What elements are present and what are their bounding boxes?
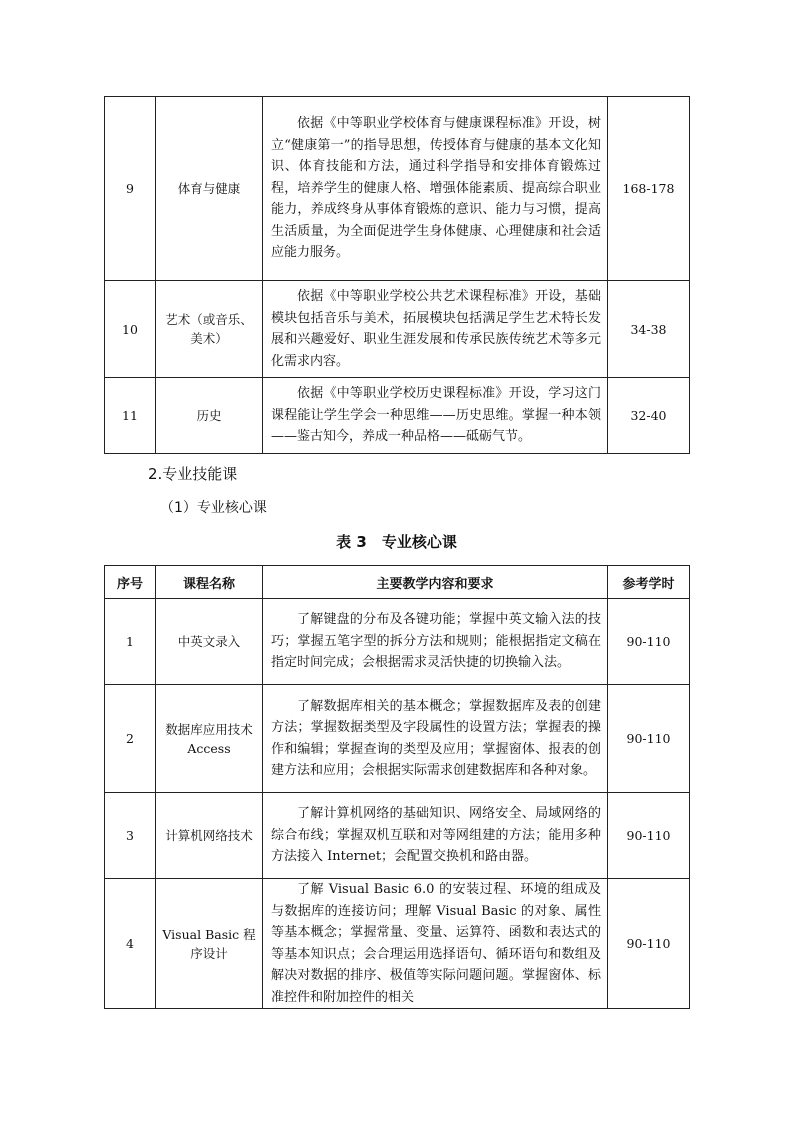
table-header-row (105, 566, 690, 599)
course-name: 计算机网络技术 (156, 793, 263, 879)
course-name: 体育与健康 (156, 97, 263, 281)
table-row (105, 281, 690, 378)
course-content-text: 依据《中等职业学校历史课程标准》开设，学习这门课程能让学生学会一种思维——历史思维。掌握一种本领——鉴古知今，养成一种品格——砥砺气节。 (271, 386, 601, 445)
table-row (105, 599, 690, 685)
header-number: 序号 (105, 566, 156, 599)
row-number: 2 (105, 685, 156, 793)
subsection-heading: （1）专业核心课 (160, 500, 267, 516)
course-content-text: 依据《中等职业学校公共艺术课程标准》开设，基础模块包括音乐与美术，拓展模块包括满足学生艺术特长发展和兴趣爱好、职业生涯发展和传承民族传统艺术等多元化需求内容。 (271, 289, 601, 369)
course-content-text: 了解计算机网络的基础知识、网络安全、局域网络的综合布线；掌握双机互联和对等网组建的方法；能用多种方法接入 Internet；会配置交换机和路由器。 (271, 806, 601, 865)
course-content (263, 793, 608, 879)
row-number: 3 (105, 793, 156, 879)
row-number: 10 (105, 281, 156, 378)
core-course-table (104, 565, 690, 1009)
course-name: 中英文录入 (156, 599, 263, 685)
course-content (263, 378, 608, 454)
table-caption: 表 3 专业核心课 (336, 533, 457, 551)
course-hours: 168-178 (608, 97, 690, 281)
course-content-text: 了解键盘的分布及各键功能；掌握中英文输入法的技巧；掌握五笔字型的拆分方法和规则；能根据指定文稿在指定时间完成；会根据需求灵活快捷的切换输入法。 (271, 612, 601, 671)
course-hours: 34-38 (608, 281, 690, 378)
course-content-text: 了解 Visual Basic 6.0 的安装过程、环境的组成及与数据库的连接访问；理解 Visual Basic 的对象、属性等基本概念；掌握常量、变量、运算符、函数和表达式的等基本知识点；会合理运用选择语句、循环语句和数组及解决对数据的排序、极值等实际问题问题。掌握窗体、标准控件和附加控件的相关 (271, 882, 601, 1005)
header-course-name: 课程名称 (156, 566, 263, 599)
table-row (105, 685, 690, 793)
course-hours: 90-110 (608, 599, 690, 685)
course-name: 数据库应用技术Access (156, 685, 263, 793)
course-name: 历史 (156, 378, 263, 454)
table-row (105, 97, 690, 281)
row-number: 1 (105, 599, 156, 685)
course-name: 艺术（或音乐、美术） (156, 281, 263, 378)
course-hours: 32-40 (608, 378, 690, 454)
course-hours: 90-110 (608, 793, 690, 879)
row-number: 4 (105, 879, 156, 1009)
course-hours: 90-110 (608, 879, 690, 1009)
table-row (105, 378, 690, 454)
row-number: 9 (105, 97, 156, 281)
continued-course-table (104, 96, 690, 454)
row-number: 11 (105, 378, 156, 454)
course-name: Visual Basic 程序设计 (156, 879, 263, 1009)
header-hours: 参考学时 (608, 566, 690, 599)
course-hours: 90-110 (608, 685, 690, 793)
course-content (263, 599, 608, 685)
section-heading: 2.专业技能课 (148, 465, 238, 483)
course-content (263, 685, 608, 793)
course-content (263, 281, 608, 378)
table-row (105, 793, 690, 879)
course-content (263, 879, 608, 1009)
header-content: 主要教学内容和要求 (263, 566, 608, 599)
table-row (105, 879, 690, 1009)
course-content-text: 依据《中等职业学校体育与健康课程标准》开设，树立“健康第一”的指导思想，传授体育与健康的基本文化知识、体育技能和方法，通过科学指导和安排体育锻炼过程，培养学生的健康人格、增强体能素质、提高综合职业能力，养成终身从事体育锻炼的意识、能力与习惯，提高生活质量，为全面促进学生身体健康、心理健康和社会适应能力服务。 (271, 116, 601, 261)
course-content-text: 了解数据库相关的基本概念；掌握数据库及表的创建方法；掌握数据类型及字段属性的设置方法；掌握表的操作和编辑；掌握查询的类型及应用；掌握窗体、报表的创建方法和应用；会根据实际需求创建数据库和各种对象。 (271, 698, 601, 778)
course-content (263, 97, 608, 281)
